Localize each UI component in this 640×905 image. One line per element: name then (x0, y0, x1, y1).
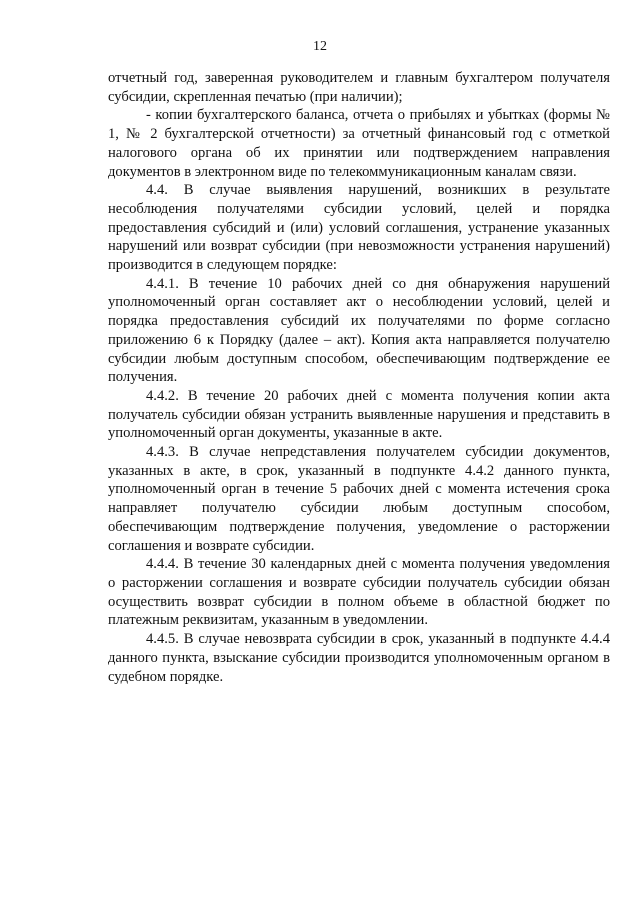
paragraph-bullet-balance-copies: - копии бухгалтерского баланса, отчета о прибылях и убытках (формы № 1, № 2 бухгалтерской отчетности) за отчетный финансовый год с отметкой налогового органа об их принятии или подтверждением направления документов в электронном виде по телекоммуникационным каналам связи. (108, 107, 610, 180)
page-number: 12 (313, 39, 327, 54)
paragraph-4-4-2: 4.4.2. В течение 20 рабочих дней с момента получения копии акта получатель субсидии обязан устранить выявленные нарушения и представить в уполномоченный орган документы, указанные в акте. (108, 387, 610, 442)
paragraph-continuation: отчетный год, заверенная руководителем и главным бухгалтером получателя субсидии, скрепленная печатью (при наличии); (108, 70, 610, 105)
paragraph-4-4-3: 4.4.3. В случае непредставления получателем субсидии документов, указанных в акте, в срок, указанный в подпункте 4.4.2 данного пункта, уполномоченный орган в течение 5 рабочих дней с момента истечения срока направляет получателю субсидии любым доступным способом, обеспечивающим подтверждение получения, уведомление о расторжении соглашения и возврате субсидии. (108, 444, 610, 554)
paragraph-4-4-5: 4.4.5. В случае невозврата субсидии в срок, указанный в подпункте 4.4.4 данного пункта, взыскание субсидии производится уполномоченным органом в судебном порядке. (108, 631, 610, 685)
paragraph-4-4-1: 4.4.1. В течение 10 рабочих дней со дня обнаружения нарушений уполномоченный орган составляет акт о несоблюдении условий, целей и порядка предоставления субсидий их получателями по форме согласно приложению 6 к Порядку (далее – акт). Копия акта направляется получателю субсидии любым доступным способом, обеспечивающим подтверждение ее получения. (108, 275, 610, 386)
paragraph-4-4: 4.4. В случае выявления нарушений, возникших в результате несоблюдения получателями субсидии условий, целей и порядка предоставления субсидий и (или) условий соглашения, устранение указанных нарушений или возврат субсидии (при невозможности устранения нарушений) производится в следующем порядке: (108, 182, 610, 274)
paragraph-4-4-4: 4.4.4. В течение 30 календарных дней с момента получения уведомления о расторжении соглашения и возврате субсидии получатель субсидии обязан осуществить возврат субсидии в полном объеме в областной бюджет по платежным реквизитам, указанным в уведомлении. (108, 556, 610, 629)
document-body (108, 69, 610, 686)
